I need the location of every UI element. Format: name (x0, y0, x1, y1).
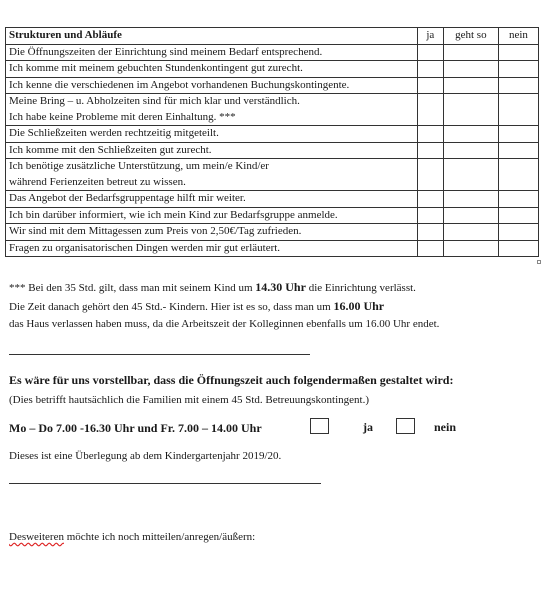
question-text: Die Öffnungszeiten der Einrichtung sind meinem Bedarf entsprechend. (9, 45, 323, 58)
table-row (6, 61, 539, 78)
label-ja: ja (363, 420, 373, 434)
label-nein: nein (434, 420, 457, 434)
question-cell (6, 191, 418, 208)
answer-cell-ja[interactable] (417, 126, 443, 143)
answer-cell-ja[interactable] (417, 94, 443, 126)
answer-cell-ja[interactable] (417, 224, 443, 241)
table-title: Strukturen und Abläufe (6, 28, 418, 45)
question-cell (6, 224, 418, 241)
question-text: Ich komme mit den Schließzeiten gut zurecht. (9, 143, 212, 156)
answer-cell-nein[interactable] (498, 61, 538, 78)
question-text: Ich bin darüber informiert, wie ich mein Kind zur Bedarfsgruppe anmelde. (9, 208, 338, 221)
answer-cell-geht-so[interactable] (443, 94, 498, 126)
answer-cell-nein[interactable] (498, 240, 538, 257)
consideration-text: Dieses ist eine Überlegung ab dem Kindergartenjahr 2019/20. (9, 450, 282, 462)
spellcheck-word: Desweiteren (9, 531, 64, 543)
question-text: Ich kenne die verschiedenen im Angebot vorhandenen Buchungskontingente. (9, 78, 350, 91)
answer-cell-geht-so[interactable] (443, 224, 498, 241)
note-time-emphasis: 16.00 Uhr (333, 299, 385, 313)
note-text: Die Zeit danach gehört den 45 Std.- Kindern. Hier ist es so, dass man um (9, 301, 334, 313)
answer-cell-ja[interactable] (417, 159, 443, 191)
answer-cell-nein[interactable] (498, 191, 538, 208)
table-row (6, 142, 539, 159)
column-header-ja: ja (417, 28, 443, 45)
answer-cell-geht-so[interactable] (443, 126, 498, 143)
proposal-heading: Es wäre für uns vorstellbar, dass die Öffnungszeit auch folgendermaßen gestaltet wird: (9, 373, 454, 387)
table-row (6, 94, 539, 126)
question-text: Die Schließzeiten werden rechtzeitig mitgeteilt. (9, 127, 219, 139)
answer-cell-geht-so[interactable] (443, 142, 498, 159)
answer-cell-nein[interactable] (498, 142, 538, 159)
table-row (6, 159, 539, 191)
checkbox-ja[interactable] (310, 418, 329, 434)
table-row (6, 240, 539, 257)
note-line-3: das Haus verlassen haben muss, da die Arbeitszeit der Kolleginnen ebenfalls um 16.00 Uhr endet. (9, 318, 440, 330)
table-row (6, 77, 539, 94)
table-header-row (6, 28, 539, 45)
answer-cell-geht-so[interactable] (443, 207, 498, 224)
answer-cell-nein[interactable] (498, 126, 538, 143)
note-line-2 (9, 299, 384, 314)
question-text: Ich habe keine Probleme mit deren Einhaltung. *** (9, 110, 236, 123)
table-row (6, 224, 539, 241)
answer-cell-nein[interactable] (498, 94, 538, 126)
question-text: Wir sind mit dem Mittagessen zum Preis von 2,50€/Tag zufrieden. (9, 225, 302, 237)
proposal-times: Mo – Do 7.00 -16.30 Uhr und Fr. 7.00 – 14.00 Uhr (9, 421, 262, 435)
question-cell (6, 142, 418, 159)
answer-cell-geht-so[interactable] (443, 191, 498, 208)
note-time-emphasis: 14.30 Uhr (255, 280, 306, 294)
answer-cell-nein[interactable] (498, 207, 538, 224)
question-cell (6, 207, 418, 224)
answer-cell-geht-so[interactable] (443, 61, 498, 78)
separator-line (9, 354, 310, 355)
survey-table (5, 27, 539, 257)
column-header-nein: nein (498, 28, 538, 45)
question-text: Das Angebot der Bedarfsgruppentage hilft mir weiter. (9, 192, 246, 204)
question-text: Fragen zu organisatorischen Dingen werden mir gut erläutert. (9, 241, 281, 254)
column-header-geht-so: geht so (443, 28, 498, 45)
question-cell (6, 44, 418, 61)
question-cell (6, 240, 418, 257)
question-text: während Ferienzeiten betreut zu wissen. (9, 175, 186, 188)
answer-cell-ja[interactable] (417, 77, 443, 94)
proposal-subtext: (Dies betrifft hautsächlich die Familien mit einem 45 Std. Betreuungskontingent.) (9, 394, 369, 406)
answer-cell-geht-so[interactable] (443, 44, 498, 61)
answer-cell-ja[interactable] (417, 207, 443, 224)
answer-cell-nein[interactable] (498, 159, 538, 191)
table-row (6, 44, 539, 61)
note-text: *** Bei den 35 Std. gilt, dass man mit seinem Kind um (9, 282, 256, 294)
answer-cell-geht-so[interactable] (443, 240, 498, 257)
closing-line (9, 531, 255, 543)
separator-line (9, 483, 321, 484)
table-resize-handle (537, 260, 541, 264)
question-text: Meine Bring – u. Abholzeiten sind für mich klar und verständlich. (9, 95, 300, 107)
answer-cell-ja[interactable] (417, 61, 443, 78)
table-row (6, 207, 539, 224)
checkbox-nein[interactable] (396, 418, 415, 434)
question-cell (6, 61, 418, 78)
answer-cell-ja[interactable] (417, 142, 443, 159)
table-row (6, 191, 539, 208)
question-text: Ich benötige zusätzliche Unterstützung, um mein/e Kind/er (9, 160, 269, 172)
question-text: Ich komme mit meinem gebuchten Stundenkontingent gut zurecht. (9, 62, 303, 74)
question-cell (6, 77, 418, 94)
table-row (6, 126, 539, 143)
note-line-1 (9, 280, 416, 295)
answer-cell-ja[interactable] (417, 191, 443, 208)
note-text: die Einrichtung verlässt. (305, 282, 416, 294)
answer-cell-nein[interactable] (498, 224, 538, 241)
answer-cell-nein[interactable] (498, 44, 538, 61)
closing-text: möchte ich noch mitteilen/anregen/äußern: (63, 531, 256, 543)
question-cell (6, 159, 418, 191)
answer-cell-geht-so[interactable] (443, 159, 498, 191)
answer-cell-geht-so[interactable] (443, 77, 498, 94)
answer-cell-ja[interactable] (417, 240, 443, 257)
question-cell (6, 126, 418, 143)
answer-cell-ja[interactable] (417, 44, 443, 61)
question-cell (6, 94, 418, 126)
answer-cell-nein[interactable] (498, 77, 538, 94)
